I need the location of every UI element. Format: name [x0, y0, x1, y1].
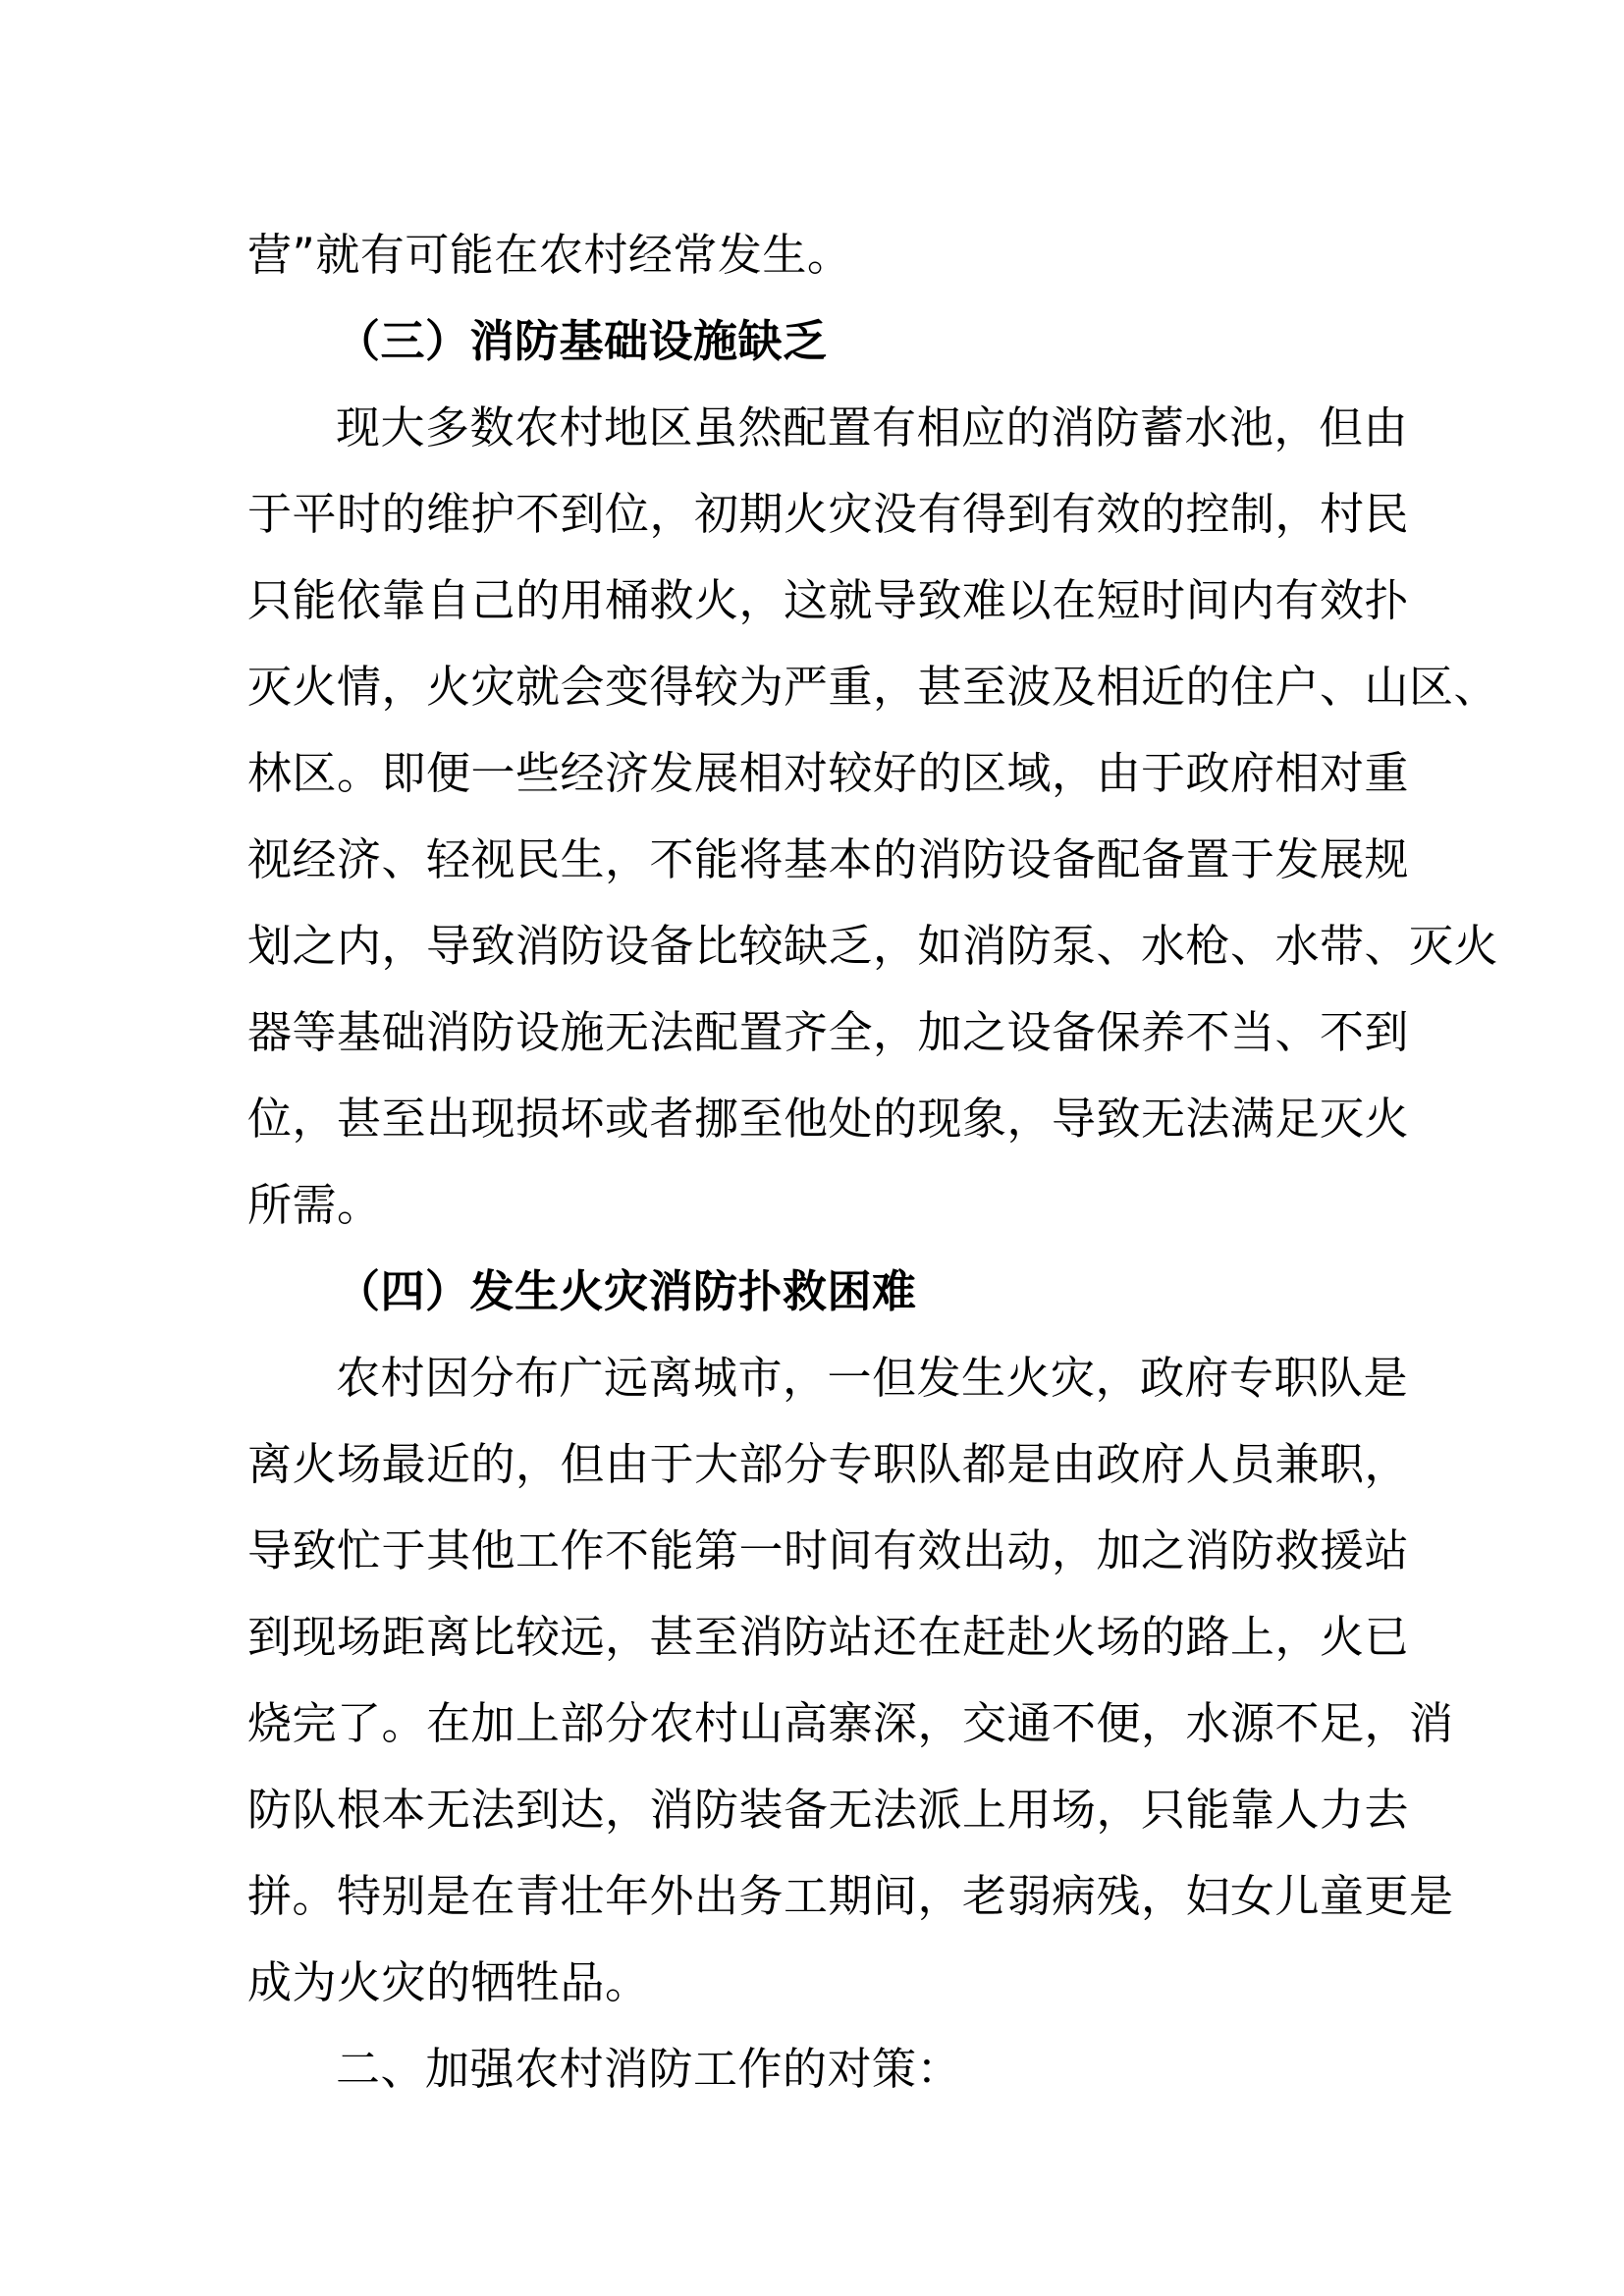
- text-line: 现大多数农村地区虽然配置有相应的消防蓄水池，但由: [336, 401, 1409, 454]
- text-line: 位，甚至出现损坏或者挪至他处的现象，导致无法满足灭火: [247, 1093, 1410, 1145]
- text-line: 成为火灾的牺牲品。: [247, 1956, 650, 2008]
- text-line: 只能依靠自己的用桶救火，这就导致难以在短时间内有效扑: [247, 574, 1410, 626]
- text-line: 拼。特别是在青壮年外出务工期间，老弱病残，妇女儿童更是: [247, 1870, 1454, 1922]
- text-line: 划之内，导致消防设备比较缺乏，如消防泵、水枪、水带、灭火: [247, 920, 1499, 972]
- text-line: 器等基础消防设施无法配置齐全，加之设备保养不当、不到: [247, 1006, 1410, 1058]
- text-line: 到现场距离比较远，甚至消防站还在赶赴火场的路上，火已: [247, 1611, 1410, 1663]
- text-line: 视经济、轻视民生，不能将基本的消防设备配备置于发展规: [247, 833, 1410, 885]
- text-line: 林区。即便一些经济发展相对较好的区域，由于政府相对重: [247, 747, 1410, 799]
- text-line: 烧完了。在加上部分农村山高寨深，交通不便，水源不足，消: [247, 1697, 1454, 1749]
- text-line: 所需。: [247, 1179, 382, 1231]
- section-heading: （四）发生火灾消防扑救困难: [336, 1265, 917, 1317]
- section-heading: （三）消防基础设施缺乏: [336, 315, 828, 367]
- text-line: 离火场最近的，但由于大部分专职队都是由政府人员兼职，: [247, 1438, 1410, 1490]
- text-line: 营”就有可能在农村经常发生。: [247, 229, 852, 281]
- text-line: 防队根本无法到达，消防装备无法派上用场，只能靠人力去: [247, 1784, 1410, 1836]
- text-line: 于平时的维护不到位，初期火灾没有得到有效的控制，村民: [247, 488, 1410, 540]
- section-title: 二、加强农村消防工作的对策：: [336, 2043, 962, 2095]
- text-line: 农村因分布广远离城市，一但发生火灾，政府专职队是: [336, 1352, 1409, 1404]
- text-line: 导致忙于其他工作不能第一时间有效出动，加之消防救援站: [247, 1524, 1410, 1576]
- text-line: 灭火情，火灾就会变得较为严重，甚至波及相近的住户、山区、: [247, 661, 1499, 713]
